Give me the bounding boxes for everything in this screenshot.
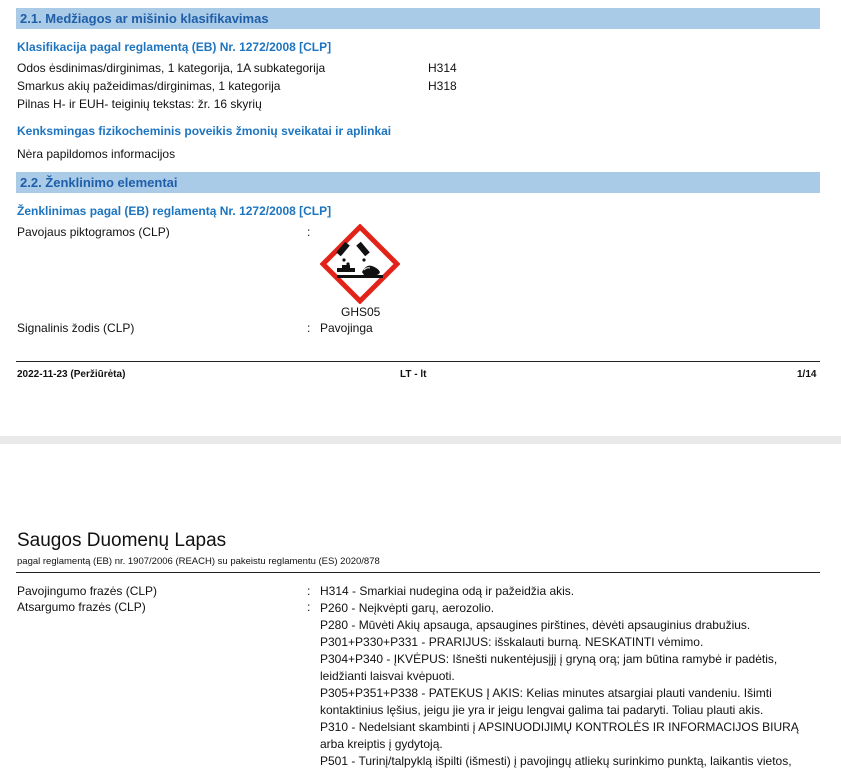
precautionary-statements-colon: : <box>307 600 311 614</box>
classification-label-1: Odos ėsdinimas/dirginimas, 1 kategorija, 1A subkategorija <box>17 61 326 75</box>
labelling-heading: Ženklinimas pagal (EB) reglamentą Nr. 1272/2008 [CLP] <box>17 204 332 218</box>
section-2-1-title: 2.1. Medžiagos ar mišinio klasifikavimas <box>20 11 269 26</box>
precaution-line: arba kreiptis į gydytoją. <box>320 737 443 751</box>
precaution-line: P280 - Mūvėti Akių apsauga, apsaugines pirštines, dėvėti apsauginius drabužius. <box>320 618 751 632</box>
signal-word-value: Pavojinga <box>320 321 373 335</box>
section-2-1-header <box>16 8 820 29</box>
footer-rule <box>16 361 820 362</box>
page-separator <box>0 436 841 444</box>
footer-page-number: 1/14 <box>797 369 817 380</box>
effects-heading: Kenksmingas fizikocheminis poveikis žmonių sveikatai ir aplinkai <box>17 124 392 138</box>
section-2-2-header <box>16 172 820 193</box>
footer-date: 2022-11-23 (Peržiūrėta) <box>17 369 126 380</box>
corrosion-icon <box>320 224 400 304</box>
hazard-statements-label: Pavojingumo frazės (CLP) <box>17 584 158 598</box>
classification-label-2: Smarkus akių pažeidimas/dirginimas, 1 kategorija <box>17 79 281 93</box>
precautionary-statements-list <box>320 600 799 770</box>
precaution-line: P260 - Neįkvėpti garų, aerozolio. <box>320 601 495 615</box>
section-2-2-title: 2.2. Ženklinimo elementai <box>20 175 178 190</box>
classification-code-1: H314 <box>428 61 457 75</box>
precaution-line: kontaktinius lęšius, jeigu jie yra ir jeigu lengvai galima tai padaryti. Toliau plauti akis. <box>320 703 764 717</box>
precautionary-statements-label: Atsargumo frazės (CLP) <box>17 600 146 614</box>
clp-classification-heading: Klasifikacija pagal reglamentą (EB) Nr. 1272/2008 [CLP] <box>17 40 332 54</box>
precaution-line: P301+P330+P331 - PRARIJUS: išskalauti burną. NESKATINTI vėmimo. <box>320 635 704 649</box>
hazard-statements-colon: : <box>307 584 311 598</box>
document-title: Saugos Duomenų Lapas <box>17 530 227 551</box>
pictograms-label: Pavojaus piktogramos (CLP) <box>17 225 170 239</box>
full-text-note: Pilnas H- ir EUH- teiginių tekstas: žr. 16 skyrių <box>17 97 262 111</box>
precaution-line: P310 - Nedelsiant skambinti į APSINUODIJIMŲ KONTROLĖS IR INFORMACIJOS BIURĄ <box>320 720 799 734</box>
header-rule <box>16 572 820 573</box>
pictogram-code: GHS05 <box>341 305 381 319</box>
signal-word-label: Signalinis žodis (CLP) <box>17 321 135 335</box>
document-subtitle: pagal reglamentą (EB) nr. 1907/2006 (REACH) su pakeistu reglamentu (ES) 2020/878 <box>17 556 380 567</box>
signal-word-colon: : <box>307 321 311 335</box>
precaution-line: P305+P351+P338 - PATEKUS Į AKIS: Kelias minutes atsargiai plauti vandeniu. Išimti <box>320 686 772 700</box>
pictograms-colon: : <box>307 225 311 239</box>
no-info-text: Nėra papildomos informacijos <box>17 147 176 161</box>
classification-code-2: H318 <box>428 79 457 93</box>
precaution-line: P304+P340 - ĮKVĖPUS: Išnešti nukentėjusįjį į gryną orą; jam būtina ramybė ir padėtis, <box>320 652 778 666</box>
hazard-statement-h314: H314 - Smarkiai nudegina odą ir pažeidžia akis. <box>320 584 575 598</box>
footer-language: LT - lt <box>400 369 427 380</box>
precaution-line: leidžianti laisvai kvėpuoti. <box>320 669 455 683</box>
precaution-line: P501 - Turinį/talpyklą išpilti (išmesti) į pavojingų atliekų surinkimo punktą, laikantis vietos, <box>320 754 792 768</box>
